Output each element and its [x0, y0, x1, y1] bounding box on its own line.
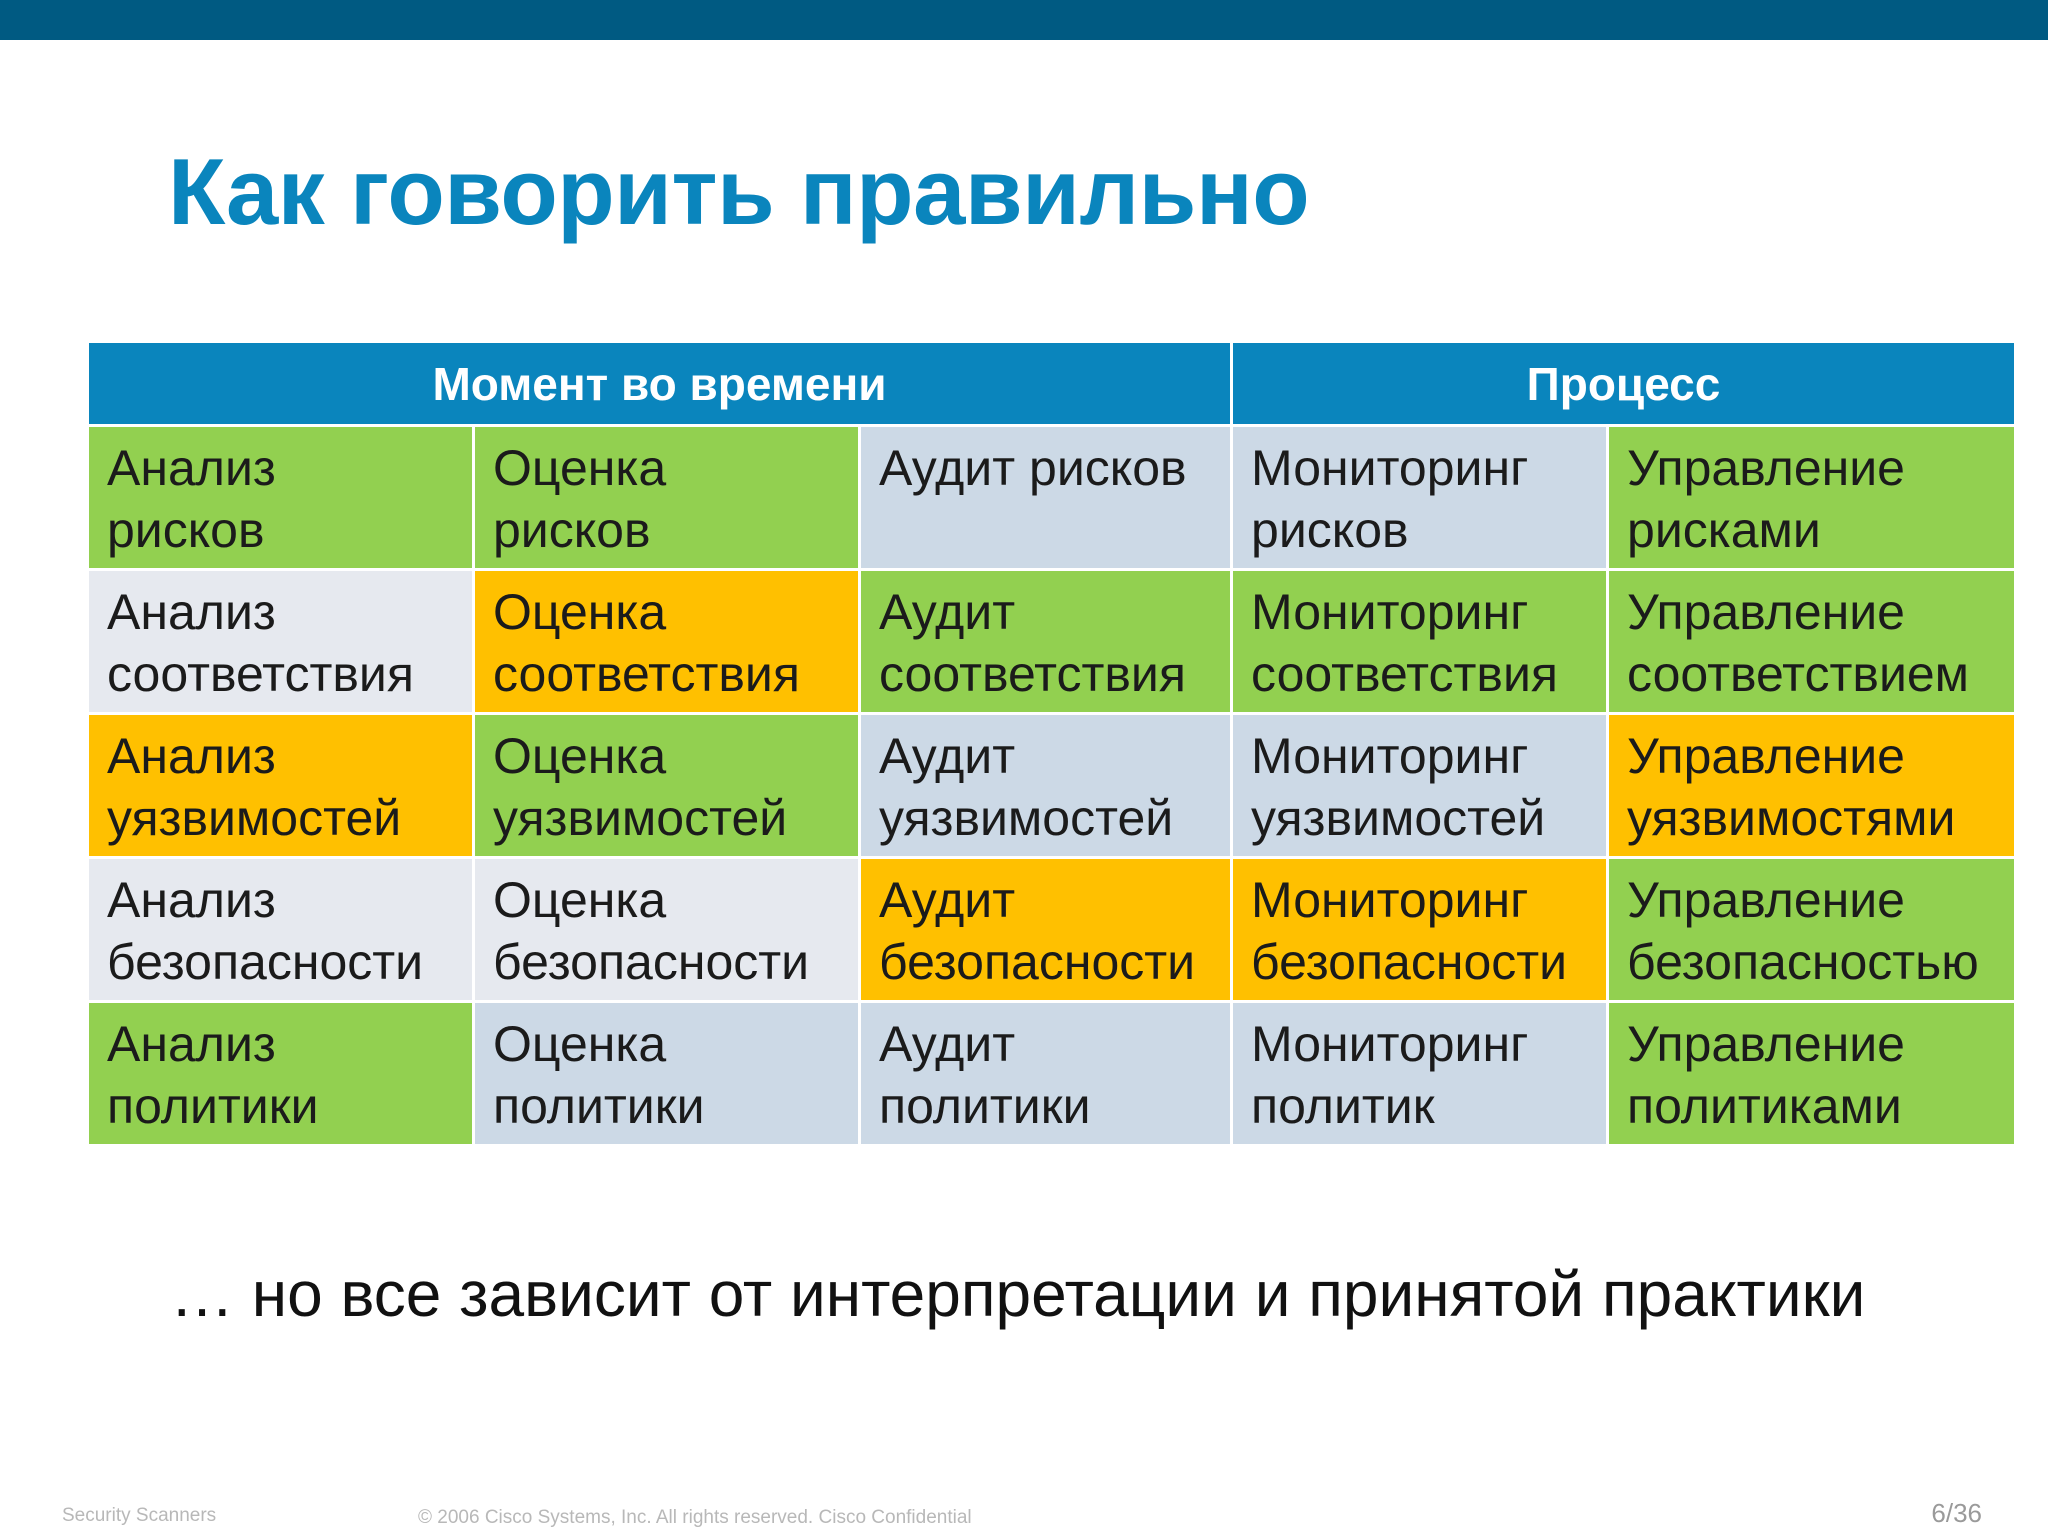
table-cell	[474, 714, 860, 858]
cell-text-line: Управление	[1627, 584, 1905, 640]
cell-text-line: политики	[493, 1078, 705, 1134]
slide-title: Как говорить правильно	[168, 139, 1310, 244]
header-process: Процесс	[1232, 342, 2016, 426]
cell-text-line: политики	[879, 1078, 1091, 1134]
cell-text-line: рисками	[1627, 502, 1821, 558]
footer-copyright	[418, 1507, 972, 1529]
table-row	[88, 1002, 2016, 1146]
table-cell	[88, 858, 474, 1002]
cell-text-line: Анализ	[107, 1016, 276, 1072]
cell-text-line: уязвимостей	[1251, 790, 1546, 846]
cell-text-line: Управление	[1627, 1016, 1905, 1072]
cell-text-line: соответствия	[493, 646, 800, 702]
table-cell	[860, 858, 1232, 1002]
table-cell	[1608, 570, 2016, 714]
table-body	[88, 426, 2016, 1146]
cell-text-line: Мониторинг	[1251, 872, 1529, 928]
cell-text-line: соответствия	[1251, 646, 1558, 702]
cell-text-line: Анализ	[107, 728, 276, 784]
cell-text-line: безопасностью	[1627, 934, 1979, 990]
cell-text-line: Мониторинг	[1251, 728, 1529, 784]
header-point-in-time: Момент во времени	[88, 342, 1232, 426]
cell-text-line: политик	[1251, 1078, 1435, 1134]
table-cell	[88, 426, 474, 570]
cell-text-line: Управление	[1627, 872, 1905, 928]
table-cell	[474, 1002, 860, 1146]
table-cell	[1608, 1002, 2016, 1146]
cell-text-line: уязвимостей	[107, 790, 402, 846]
cell-text-line: политиками	[1627, 1078, 1902, 1134]
copyright-text: © 2006 Cisco Systems, Inc. All rights reserved.	[418, 1507, 814, 1528]
table-cell	[88, 1002, 474, 1146]
cell-text-line: Анализ	[107, 440, 276, 496]
table-cell	[1232, 714, 1608, 858]
cell-text-line: соответствия	[107, 646, 414, 702]
cell-text-line: Аудит	[879, 728, 1016, 784]
cell-text-line: Аудит	[879, 584, 1016, 640]
cell-text-line: Анализ	[107, 872, 276, 928]
cell-text-line: Оценка	[493, 584, 667, 640]
cell-text-line: безопасности	[493, 934, 810, 990]
cell-text-line: Аудит	[879, 1016, 1016, 1072]
cell-text-line: Оценка	[493, 1016, 667, 1072]
cell-text-line: Анализ	[107, 584, 276, 640]
cell-text-line: рисков	[1251, 502, 1409, 558]
cell-text-line: безопасности	[107, 934, 424, 990]
table-cell	[1608, 858, 2016, 1002]
table-cell	[474, 426, 860, 570]
cell-text-line: Оценка	[493, 440, 667, 496]
table-cell	[474, 858, 860, 1002]
table-cell	[474, 570, 860, 714]
table-cell	[860, 570, 1232, 714]
cell-text-line: безопасности	[1251, 934, 1568, 990]
table-cell	[88, 714, 474, 858]
table-header-row	[88, 342, 2016, 426]
table-row	[88, 570, 2016, 714]
cell-text-line: Оценка	[493, 728, 667, 784]
cell-text-line: политики	[107, 1078, 319, 1134]
cell-text-line: уязвимостей	[879, 790, 1174, 846]
table-row	[88, 426, 2016, 570]
cell-text-line: Аудит	[879, 872, 1016, 928]
cell-text-line: Управление	[1627, 728, 1905, 784]
table-cell	[860, 1002, 1232, 1146]
table-cell	[88, 570, 474, 714]
table-row	[88, 858, 2016, 1002]
terminology-table	[86, 340, 2017, 1147]
cell-text-line: соответствия	[879, 646, 1186, 702]
cell-text-line: уязвимостями	[1627, 790, 1956, 846]
cell-text-line: рисков	[107, 502, 265, 558]
table-cell	[860, 426, 1232, 570]
cell-text-line: соответствием	[1627, 646, 1970, 702]
page-number: 6/36	[1931, 1498, 1982, 1528]
top-bar	[0, 0, 2048, 40]
cell-text-line: рисков	[493, 502, 651, 558]
cell-text-line: Оценка	[493, 872, 667, 928]
table-cell	[1232, 858, 1608, 1002]
cell-text-line: Мониторинг	[1251, 1016, 1529, 1072]
confidential-text: Cisco Confidential	[818, 1507, 972, 1528]
table-cell	[1232, 1002, 1608, 1146]
table-row	[88, 714, 2016, 858]
cell-text-line: Аудит рисков	[879, 440, 1187, 496]
cell-text-line: Мониторинг	[1251, 584, 1529, 640]
cell-text-line: уязвимостей	[493, 790, 788, 846]
footnote: … но все зависит от интерпретации и принятой практики	[170, 1258, 1866, 1330]
table-cell	[1608, 714, 2016, 858]
table-cell	[860, 714, 1232, 858]
table-cell	[1608, 426, 2016, 570]
table-cell	[1232, 426, 1608, 570]
cell-text-line: безопасности	[879, 934, 1196, 990]
cell-text-line: Управление	[1627, 440, 1905, 496]
footer-section-name: Security Scanners	[62, 1505, 217, 1526]
table-cell	[1232, 570, 1608, 714]
cell-text-line: Мониторинг	[1251, 440, 1529, 496]
